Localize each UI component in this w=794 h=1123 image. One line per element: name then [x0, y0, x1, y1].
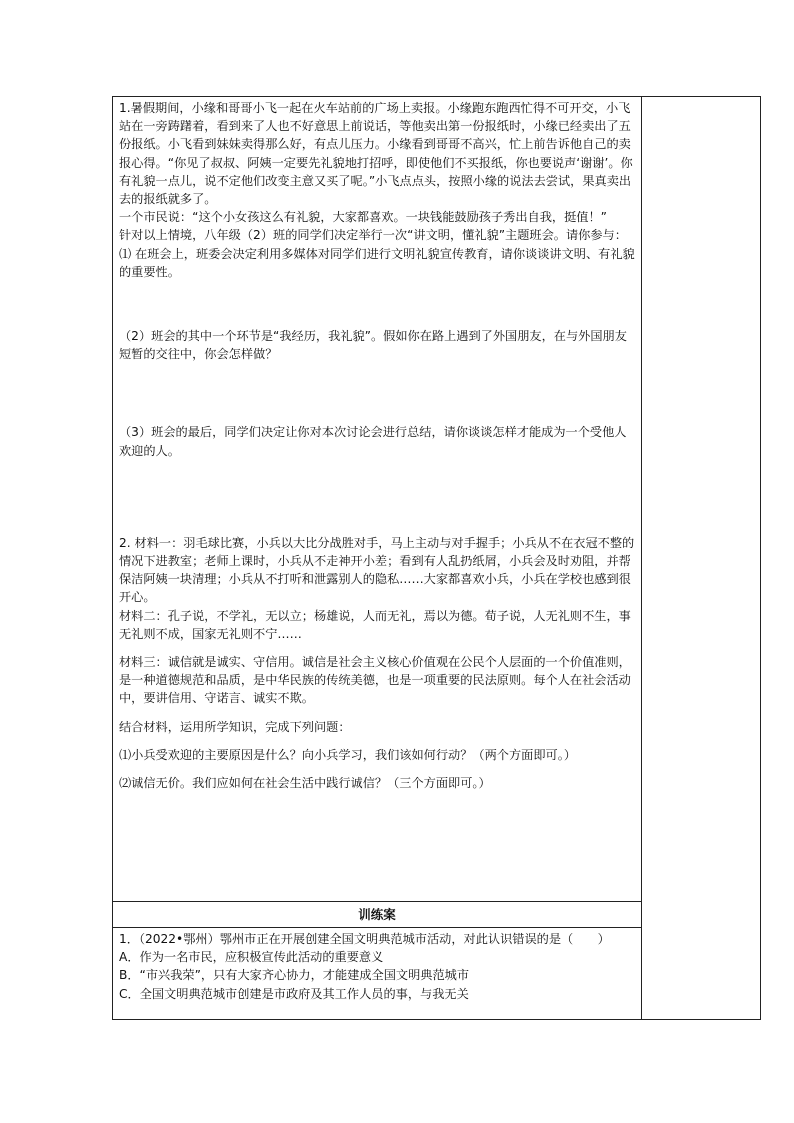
q2-instruction: 结合材料，运用所学知识，完成下列问题：: [119, 719, 351, 734]
training-q1-option-a: A．作为一名市民，应积极宣传此活动的重要意义: [119, 950, 384, 965]
q2-sub2: ⑵诚信无价。我们应如何在社会生活中践行诚信？（三个方面即可。）: [119, 776, 491, 791]
q1-story: 1.暑假期间，小缘和哥哥小飞一起在火车站前的广场上卖报。小缘跑东跑西忙得不可开交，小飞站在一旁踌躇着，看到来了人也不好意思上前说话，等他卖出第一份报纸时，小缘已经卖出了五份报纸。小飞看到妹妹卖得那么好，有点儿压力。小缘看到哥哥不高兴，忙上前告诉他自己的卖报心得。“你见了叔叔、阿姨一定要先礼貌地打招呼，即使他们不买报纸，你也要说声‘谢谢’。你有礼貌一点儿，说不定他们改变主意又买了呢。”小飞点点头，按照小缘的说法去尝试，果真卖出去的报纸就多了。: [119, 101, 633, 207]
q2-material-1: 2. 材料一：羽毛球比赛，小兵以大比分战胜对手，马上主动与对手握手；小兵从不在衣冠不整的情况下进教室；老师上课时，小兵从不走神开小差；看到有人乱扔纸屑，小兵会及时劝阻，并帮保洁阿姨一块清理；小兵从不打听和泄露别人的隐私……大家都喜欢小兵，小兵在学校也感到很开心。: [119, 535, 635, 605]
column-divider: [641, 97, 642, 1019]
q1-sub2: （2）班会的其中一个环节是“我经历，我礼貌”。假如你在路上遇到了外国朋友，在与外国朋友短暂的交往中，你会怎样做？: [119, 329, 627, 362]
section-divider-bottom: [113, 927, 641, 928]
q1-citizen-quote: 一个市民说：“这个小女孩这么有礼貌，大家都喜欢。一块钱能鼓励孩子秀出自我，挺值！”: [119, 210, 607, 225]
q2-material-3: 材料三：诚信就是诚实、守信用。诚信是社会主义核心价值观在公民个人层面的一个价值准则，是一种道德规范和品质，是中华民族的传统美德，也是一项重要的民法原则。每个人在社会活动中，要讲信用、守诺言、诚实不欺。: [119, 655, 631, 706]
q1-sub3: （3）班会的最后，同学们决定让你对本次讨论会进行总结，请你谈谈怎样才能成为一个受他人欢迎的人。: [119, 425, 627, 458]
q1-sub1: ⑴ 在班会上，班委会决定利用多媒体对同学们进行文明礼貌宣传教育，请你谈谈讲文明、有礼貌的重要性。: [119, 246, 635, 279]
training-section: [119, 930, 636, 1003]
q1-context: 针对以上情境，八年级（2）班的同学们决定举行一次“讲文明，懂礼貌”主题班会。请你参与：: [119, 228, 627, 243]
exercise-section: [119, 99, 636, 792]
q2-material-2: 材料二：孔子说，不学礼，无以立；杨雄说，人而无礼，焉以为德。荀子说，人无礼则不生，事无礼则不成，国家无礼则不宁……: [119, 608, 631, 641]
section-divider-top: [113, 901, 641, 902]
training-q1-option-b: B．“市兴我荣”，只有大家齐心协力，才能建成全国文明典范城市: [119, 968, 470, 983]
training-header: 训练案: [358, 907, 396, 922]
worksheet-table: [112, 96, 761, 1020]
training-q1-stem: 1．（2022•鄂州）鄂州市正在开展创建全国文明典范城市活动，对此认识错误的是（ ）: [119, 932, 610, 946]
training-q1-option-c: C．全国文明典范城市创建是市政府及其工作人员的事，与我无关: [119, 986, 469, 1001]
q2-sub1: ⑴小兵受欢迎的主要原因是什么？向小兵学习，我们该如何行动？（两个方面即可。）: [119, 747, 577, 762]
